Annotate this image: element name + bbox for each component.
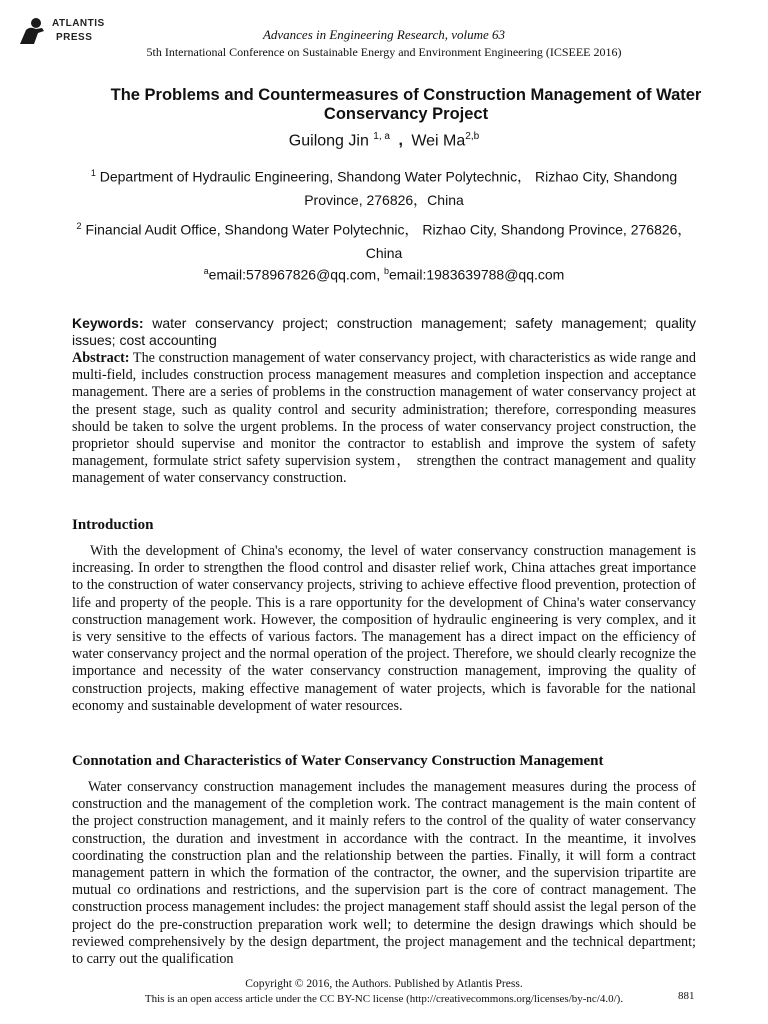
- affiliation-2: [72, 215, 696, 265]
- author-2-name: Wei Ma: [411, 132, 466, 150]
- affiliation-2-sup: 2: [76, 221, 82, 231]
- license-line: This is an open access article under the CC BY-NC license (http://creativecommons.org/licenses/by-nc/4.0/).: [144, 993, 624, 1005]
- email-b: email:1983639788@qq.com: [389, 266, 565, 283]
- keywords-label: Keywords:: [72, 315, 144, 331]
- author-separator: ,: [398, 132, 403, 150]
- author-line: [0, 131, 768, 150]
- introduction-paragraph: With the development of China's economy, the level of water conservancy construction management is increasing. In order to strengthen the flood control and disaster relief work, China attaches great importance to the construction of water conservancy projects, striving to achieve effective flood prevention, protection of life and property of the people. This is a rare opportunity for the development of China's water conservancy construction management work. However, the composition of hydraulic engineering is very complex, and it is very sensitive to the effects of various factors. The management has a direct impact on the efficiency of water conservancy project and the normal operation of the project. Therefore, we should clearly recognize the importance and necessity of the water conservancy construction management, improving the quality of construction projects, making effective management of water projects, which is favorable for the national economy and sustainable development of water resources.: [72, 543, 696, 714]
- affiliation-1-text: Department of Hydraulic Engineering, Shandong Water Polytechnic， Rizhao City, Shandong Province, 276826，China: [99, 168, 678, 208]
- page-number: 881: [678, 990, 695, 1002]
- conference-header: 5th International Conference on Sustainable Energy and Environment Engineering (ICSEEE 2016): [146, 45, 622, 59]
- paper-title: The Problems and Countermeasures of Construction Management of Water Conservancy Project: [110, 86, 702, 123]
- author-1-sup: 1, a: [373, 131, 390, 142]
- email-a-sup: a: [203, 266, 209, 276]
- introduction-heading: Introduction: [72, 517, 154, 533]
- author-2-sup: 2,b: [465, 131, 480, 142]
- journal-header: Advances in Engineering Research, volume 63: [262, 27, 506, 42]
- affiliation-1: [72, 162, 696, 212]
- publisher-name-line2: PRESS: [56, 32, 93, 43]
- affiliation-2-text: Financial Audit Office, Shandong Water Polytechnic， Rizhao City, Shandong Province, 276826，China: [85, 221, 692, 261]
- abstract-label: Abstract:: [72, 350, 130, 366]
- keywords-text: water conservancy project; construction management; safety management; quality issues; cost accounting: [72, 315, 697, 348]
- publisher-name-line1: ATLANTIS: [52, 18, 105, 29]
- email-a: email:578967826@qq.com,: [208, 266, 384, 283]
- abstract: [72, 350, 696, 488]
- affiliation-1-sup: 1: [90, 168, 96, 178]
- connotation-paragraph: Water conservancy construction management includes the management measures during the process of construction and the management of the completion work. The contract management is the main content of the project construction management, and it mainly refers to the control of the quality of water conservancy construction, the duration and investment in accordance with the contract. In the meantime, it involves coordinating the construction plan and the relationship between the parties. Finally, it will form a contract management pattern in which the formation of the contractor, the owner, and the supervision tripartite are mutual co ordinations and restrictions, and the supervision part is the core of contract management. The construction process management includes: the project management staff should assist the legal person of the project do the pre-construction preparation work well; to determine the design drawings which should be reviewed comprehensively by the design department, the project management and the technical department; to carry out the qualification: [72, 779, 696, 968]
- copyright-line: Copyright © 2016, the Authors. Published by Atlantis Press.: [245, 978, 523, 990]
- connotation-heading: Connotation and Characteristics of Water Conservancy Construction Management: [72, 753, 604, 769]
- email-line: [0, 266, 768, 283]
- abstract-text: The construction management of water conservancy project, with characteristics as wide range and multi-field, includes construction process management measures and completion inspection and acceptance management. There are a series of problems in the construction management of water conservancy project at the present stage, such as quality control and security administration; therefore, corresponding measures should be taken to solve the urgent problems. In the process of water conservancy project construction, the proprietor should supervise and monitor the contractor to establish and improve the system of safety management, formulate strict safety supervision system， strengthen the contract management and quality management of water conservancy construction.: [72, 350, 696, 487]
- email-b-sup: b: [384, 266, 390, 276]
- keywords: [72, 315, 696, 349]
- author-1-name: Guilong Jin: [288, 132, 369, 150]
